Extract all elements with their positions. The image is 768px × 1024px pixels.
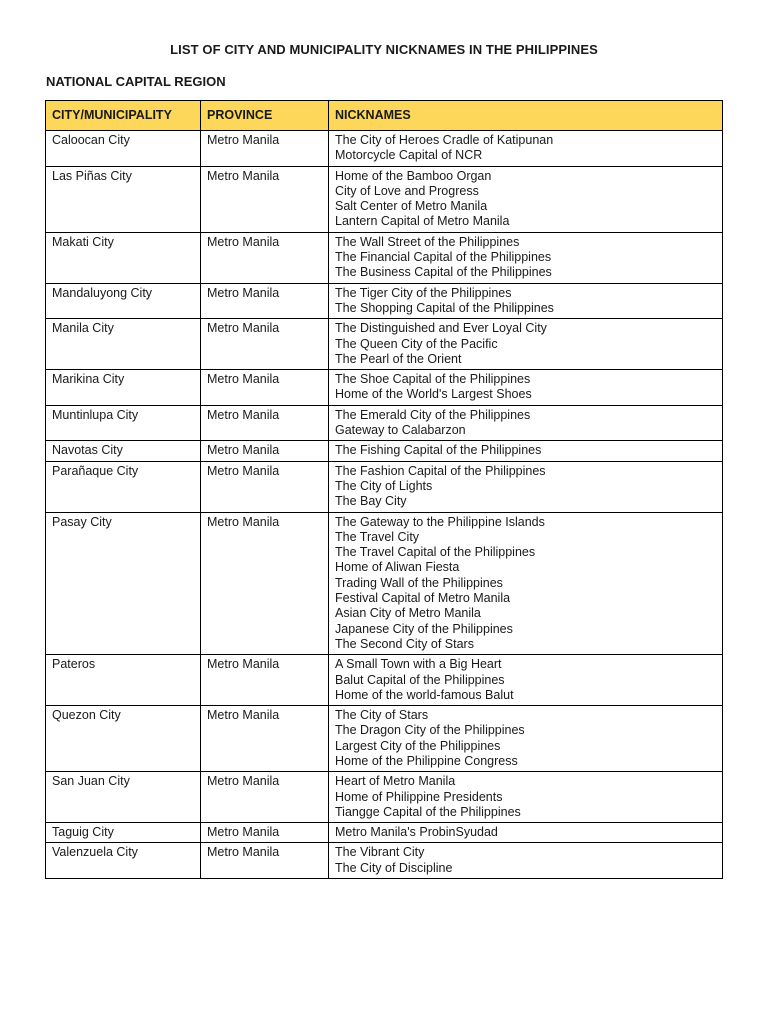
nickname-line: The Dragon City of the Philippines [335,723,525,738]
table-row [46,461,723,512]
nickname-line: The Fashion Capital of the Philippines [335,463,546,478]
cell-province: Metro Manila [201,843,329,879]
cell-nicknames [329,461,723,512]
nickname-line: The Queen City of the Pacific [335,336,498,351]
cell-city: Marikina City [46,370,201,406]
table-row [46,441,723,461]
nickname-line: The Wall Street of the Philippines [335,234,520,249]
nickname-line: The Gateway to the Philippine Islands [335,514,545,529]
cell-nicknames [329,319,723,370]
nickname-line: The City of Stars [335,708,429,723]
table-row [46,512,723,655]
nickname-line: The Shopping Capital of the Philippines [335,300,554,315]
nickname-line: Home of the world-famous Balut [335,687,514,702]
nickname-line: City of Love and Progress [335,183,479,198]
cell-province: Metro Manila [201,512,329,655]
table-row [46,843,723,879]
nickname-line: Festival Capital of Metro Manila [335,591,511,606]
nickname-line: The Emerald City of the Philippines [335,407,531,422]
cell-nicknames [329,232,723,283]
cell-province: Metro Manila [201,461,329,512]
header-province: PROVINCE [201,101,329,131]
nickname-line: The City of Heroes Cradle of Katipunan [335,133,554,147]
cell-province: Metro Manila [201,232,329,283]
cell-city: Parañaque City [46,461,201,512]
nickname-line: A Small Town with a Big Heart [335,657,502,672]
table-row [46,370,723,406]
nickname-line: Tiangge Capital of the Philippines [335,804,521,819]
cell-city: Quezon City [46,706,201,772]
cell-city: Caloocan City [46,131,201,167]
nickname-line: The Shoe Capital of the Philippines [335,372,531,387]
cell-city: Valenzuela City [46,843,201,879]
nickname-line: Home of the Philippine Congress [335,753,518,768]
cell-province: Metro Manila [201,131,329,167]
cell-city: Mandaluyong City [46,283,201,319]
region-heading: NATIONAL CAPITAL REGION [46,74,226,89]
cell-nicknames [329,166,723,232]
cell-province: Metro Manila [201,441,329,461]
cell-province: Metro Manila [201,823,329,843]
table-row [46,706,723,772]
cell-province: Metro Manila [201,319,329,370]
nicknames-table [45,100,723,879]
cell-city: San Juan City [46,772,201,823]
nickname-line: The Vibrant City [335,845,425,860]
nickname-line: Largest City of the Philippines [335,738,501,753]
cell-nicknames [329,441,723,461]
cell-nicknames [329,405,723,441]
cell-nicknames [329,131,723,167]
cell-city: Navotas City [46,441,201,461]
nickname-line: The Travel Capital of the Philippines [335,545,536,560]
nickname-line: Home of the World's Largest Shoes [335,387,532,402]
cell-province: Metro Manila [201,405,329,441]
nickname-line: The Distinguished and Ever Loyal City [335,321,547,336]
table-row [46,823,723,843]
nickname-line: Asian City of Metro Manila [335,606,481,621]
nickname-line: Home of Philippine Presidents [335,789,503,804]
cell-province: Metro Manila [201,706,329,772]
cell-province: Metro Manila [201,166,329,232]
table-body [46,131,723,879]
cell-nicknames [329,370,723,406]
cell-province: Metro Manila [201,655,329,706]
cell-province: Metro Manila [201,370,329,406]
nickname-line: The City of Discipline [335,860,453,875]
cell-nicknames [329,843,723,879]
cell-province: Metro Manila [201,772,329,823]
nickname-line: Salt Center of Metro Manila [335,199,488,214]
nickname-line: The Bay City [335,494,407,509]
table-row [46,166,723,232]
cell-city: Taguig City [46,823,201,843]
table-row [46,232,723,283]
cell-nicknames [329,823,723,843]
nickname-line: Home of the Bamboo Organ [335,168,492,183]
nickname-line: Home of Aliwan Fiesta [335,560,460,575]
nickname-line: Lantern Capital of Metro Manila [335,214,510,229]
cell-nicknames [329,772,723,823]
cell-city: Muntinlupa City [46,405,201,441]
nickname-line: The Business Capital of the Philippines [335,265,552,280]
nickname-line: The Tiger City of the Philippines [335,285,512,300]
cell-city: Pasay City [46,512,201,655]
nickname-line: The Pearl of the Orient [335,351,462,366]
nickname-line: The Travel City [335,529,420,544]
nickname-line: Japanese City of the Philippines [335,621,513,636]
cell-nicknames [329,706,723,772]
cell-city: Pateros [46,655,201,706]
nickname-line: Metro Manila's ProbinSyudad [335,825,498,840]
table-header-row [46,101,723,131]
cell-city: Las Piñas City [46,166,201,232]
cell-city: Makati City [46,232,201,283]
table-row [46,772,723,823]
cell-city: Manila City [46,319,201,370]
document-title: LIST OF CITY AND MUNICIPALITY NICKNAMES IN THE PHILIPPINES [170,42,598,57]
cell-nicknames [329,512,723,655]
cell-nicknames [329,283,723,319]
table-row [46,405,723,441]
nickname-line: Trading Wall of the Philippines [335,575,503,590]
nickname-line: The Fishing Capital of the Philippines [335,443,542,458]
nickname-line: The Financial Capital of the Philippines [335,250,552,265]
nickname-line: Heart of Metro Manila [335,774,456,789]
nickname-line: Motorcycle Capital of NCR [335,148,483,163]
nickname-line: The City of Lights [335,478,433,493]
header-city-municipality: CITY/MUNICIPALITY [46,101,201,131]
cell-nicknames [329,655,723,706]
cell-province: Metro Manila [201,283,329,319]
nickname-line: Gateway to Calabarzon [335,423,466,438]
table-row [46,655,723,706]
table-row [46,283,723,319]
table-row [46,319,723,370]
nickname-line: The Second City of Stars [335,636,474,651]
nickname-line: Balut Capital of the Philippines [335,672,505,687]
table-row [46,131,723,167]
header-nicknames: NICKNAMES [329,101,723,131]
